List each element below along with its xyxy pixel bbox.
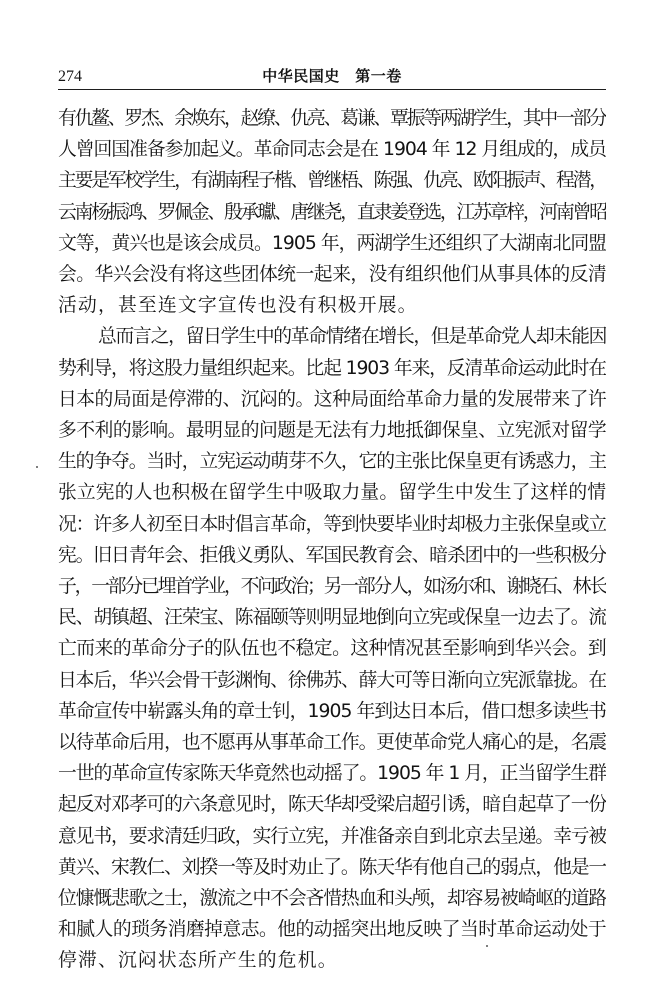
text-line: 活动，甚至连文字宣传也没有积极开展。 (58, 295, 418, 317)
running-head-title: 中华民国史 第一卷 (262, 67, 402, 85)
text-line: 会。华兴会没有将这些团体统一起来，没有组织他们从事具体的反清 (58, 264, 606, 286)
text-line: 况：许多人初至日本时倡言革命，等到快要毕业时却极力主张保皇或立 (58, 513, 606, 535)
text-line: 以待革命后用，也不愿再从事革命工作。更使革命党人痛心的是，名震 (58, 732, 606, 754)
text-line: 民、胡镇超、汪荣宝、陈福颐等则明显地倒向立宪或保皇一边去了。流 (58, 607, 606, 629)
scan-speck (36, 466, 38, 468)
text-line: 意见书，要求清廷归政，实行立宪，并准备亲自到北京去呈递。幸亏被 (58, 825, 606, 847)
text-line: 人曾回国准备参加起义。革命同志会是在 1904 年 12 月组成的，成员 (58, 139, 606, 161)
text-line: 总而言之，留日学生中的革命情绪在增长，但是革命党人却未能因 (98, 326, 606, 348)
text-line: 亡而来的革命分子的队伍也不稳定。这种情况甚至影响到华兴会。到 (58, 638, 606, 660)
text-line: 和腻人的琐务消磨掉意志。他的动摇突出地反映了当时革命运动处于 (58, 919, 606, 941)
text-line: 云南杨振鸿、罗佩金、殷承瓛、唐继尧，直隶姜登选，江苏章梓，河南曾昭 (58, 201, 606, 223)
text-line: 势利导，将这股力量组织起来。比起 1903 年来，反清革命运动此时在 (58, 357, 606, 379)
text-line: 主要是军校学生，有湖南程子楷、曾继梧、陈强、仇亮、欧阳振声、程潜， (58, 170, 606, 192)
text-line: 张立宪的人也积极在留学生中吸取力量。留学生中发生了这样的情 (58, 482, 606, 504)
scan-speck (486, 945, 488, 947)
text-line: 有仇鳌、罗杰、余焕东，赵缭、仇亮、葛谦、覃振等两湖学生，其中一部分 (58, 108, 606, 129)
text-line: 子，一部分已埋首学业，不问政治；另一部分人，如汤尔和、谢晓石、林长 (58, 576, 606, 598)
page-number: 274 (58, 68, 82, 85)
text-line: 宪。旧日青年会、拒俄义勇队、军国民教育会、暗杀团中的一些积极分 (58, 544, 606, 566)
text-line: 停滞、沉闷状态所产生的危机。 (58, 950, 338, 972)
text-line: 起反对邓孝可的六条意见时，陈天华却受梁启超引诱，暗自起草了一份 (58, 794, 606, 816)
text-line: 革命宣传中崭露头角的章士钊，1905 年到达日本后，借口想多读些书 (58, 700, 606, 722)
text-line: 日本后，华兴会骨干彭渊恂、徐佛苏、薛大可等日渐向立宪派靠拢。在 (58, 669, 606, 691)
text-line: 生的争夺。当时，立宪运动萌芽不久，它的主张比保皇更有诱惑力，主 (58, 451, 606, 473)
text-line: 黄兴、宋教仁、刘揆一等及时劝止了。陈天华有他自己的弱点，他是一 (58, 856, 606, 878)
text-line: 一世的革命宣传家陈天华竟然也动摇了。1905 年 1 月，正当留学生群 (58, 763, 606, 785)
header-rule (58, 89, 606, 90)
page-header (58, 64, 606, 90)
text-line: 多不利的影响。最明显的问题是无法有力地抵御保皇、立宪派对留学 (58, 420, 606, 442)
text-line: 文等，黄兴也是该会成员。1905 年，两湖学生还组织了大湖南北同盟 (58, 232, 606, 254)
text-line: 日本的局面是停滞的、沉闷的。这种局面给革命力量的发展带来了许 (58, 388, 606, 410)
body-text (58, 103, 606, 977)
text-line: 位慷慨悲歌之士，激流之中不会吝惜热血和头颅，却容易被崎岖的道路 (58, 888, 606, 910)
